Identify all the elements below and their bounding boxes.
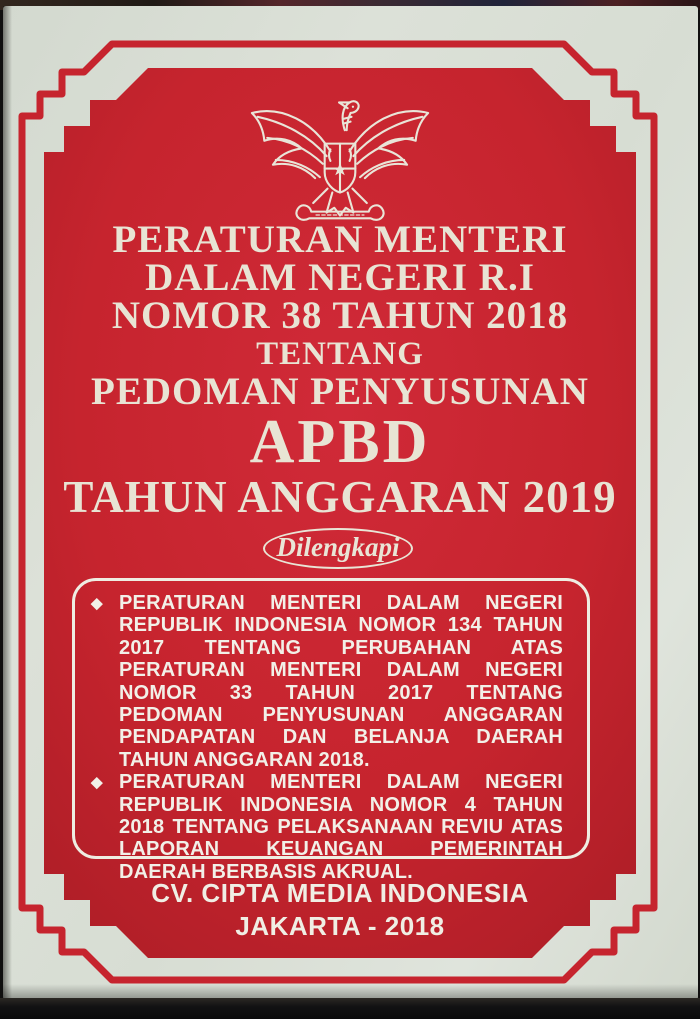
- title-line-4: TENTANG: [256, 336, 424, 372]
- publisher-city-year: JAKARTA - 2018: [235, 911, 445, 941]
- publisher-block: [44, 877, 636, 943]
- dilengkapi-label: Dilengkapi: [276, 532, 400, 562]
- title-line-1: PERATURAN MENTERI: [112, 218, 568, 261]
- title-year-line: TAHUN ANGGARAN 2019: [63, 472, 617, 522]
- garuda-pancasila-icon: [244, 90, 436, 226]
- supplement-item-2: ◆ PERATURAN MENTERI DALAM NEGERI REPUBLIK INDONESIA NOMOR 4 TAHUN 2018 TENTANG PELAKSANAAN REVIU ATAS LAPORAN KEUANGAN PEMERINTAH DAERAH BERBASIS AKRUAL.: [91, 771, 563, 883]
- title-block: [44, 218, 636, 522]
- dilengkapi-badge: [263, 528, 413, 569]
- title-line-2: DALAM NEGERI R.I: [145, 256, 535, 299]
- title-line-3: NOMOR 38 TAHUN 2018: [111, 294, 569, 337]
- cover-left-edge-shadow: [3, 6, 12, 1000]
- title-apbd: APBD: [249, 408, 431, 476]
- title-line-5: PEDOMAN PENYUSUNAN: [91, 370, 589, 413]
- publisher-name: CV. CIPTA MEDIA INDONESIA: [151, 878, 529, 908]
- supplement-item-1: ◆ PERATURAN MENTERI DALAM NEGERI REPUBLIK INDONESIA NOMOR 134 TAHUN 2017 TENTANG PERUBAHAN ATAS PERATURAN MENTERI DALAM NEGERI NOMOR 33 TAHUN 2017 TENTANG PEDOMAN PENYUSUNAN ANGGARAN PENDAPATAN DAN BELANJA DAERAH TAHUN ANGGARAN 2018.: [91, 592, 563, 771]
- photo-background-bottom: [0, 998, 700, 1019]
- supplements-box: [72, 578, 590, 883]
